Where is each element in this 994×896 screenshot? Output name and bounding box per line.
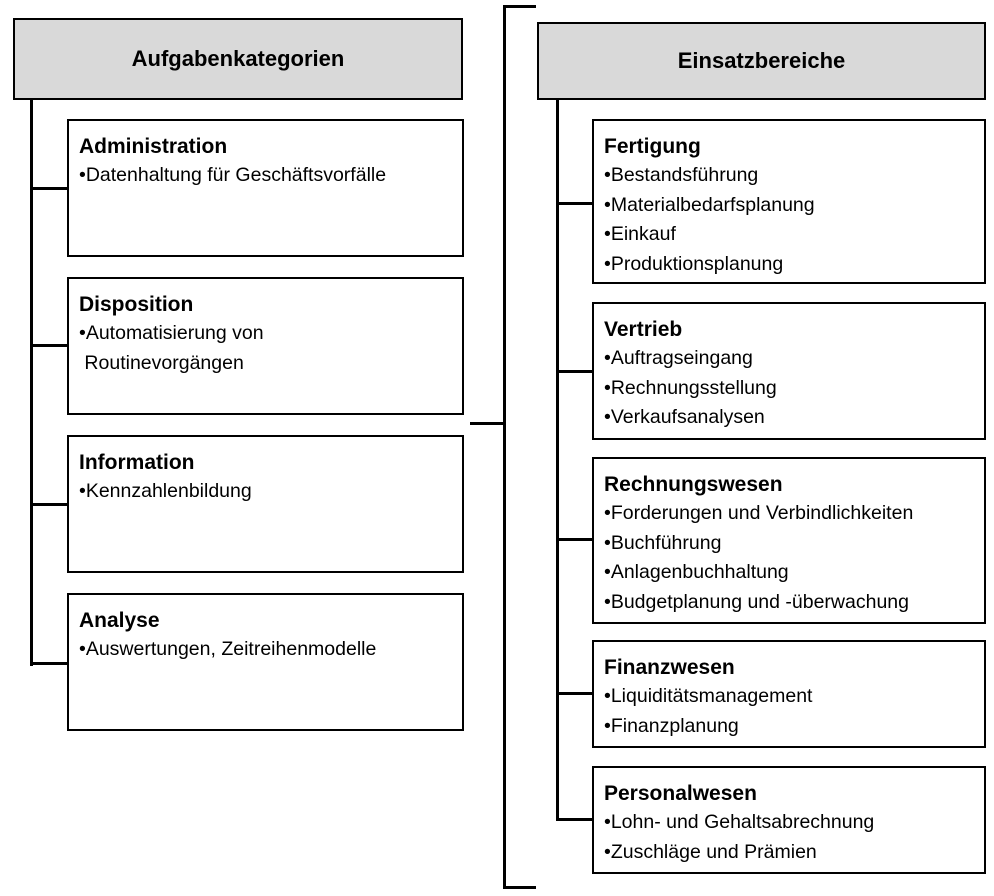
area-item: •Bestandsführung: [604, 164, 759, 186]
aufgabenkategorien-header-label: Aufgabenkategorien: [131, 46, 345, 71]
right-connector-rechnungswesen: [556, 538, 592, 541]
right-tree-trunk: [556, 100, 559, 821]
bracket-vertical: [503, 5, 506, 889]
area-item: •Lohn- und Gehaltsabrechnung: [604, 811, 875, 833]
area-item: •Finanzplanung: [604, 714, 739, 737]
area-title: Personalwesen: [604, 782, 757, 805]
category-title: Analyse: [79, 609, 160, 632]
area-item: •Zuschläge und Prämien: [604, 840, 817, 863]
area-title: Rechnungswesen: [604, 473, 783, 496]
area-item: •Auftragseingang: [604, 347, 753, 369]
bracket-left-link: [470, 422, 506, 425]
left-tree-trunk: [30, 100, 33, 666]
area-title: Finanzwesen: [604, 656, 735, 679]
area-box-personalwesen: [592, 766, 986, 874]
left-connector-administration: [30, 187, 67, 190]
area-item: •Rechnungsstellung: [604, 376, 777, 399]
right-connector-vertrieb: [556, 370, 592, 373]
category-item: •Kennzahlenbildung: [79, 480, 252, 502]
area-box-rechnungswesen: [592, 457, 986, 624]
aufgabenkategorien-header: [13, 18, 463, 100]
einsatzbereiche-header-label: Einsatzbereiche: [677, 48, 846, 73]
area-title: Fertigung: [604, 135, 701, 158]
area-item: •Materialbedarfsplanung: [604, 193, 815, 216]
right-connector-finanzwesen: [556, 692, 592, 695]
left-connector-disposition: [30, 344, 67, 347]
area-item: •Anlagenbuchhaltung: [604, 561, 789, 583]
left-connector-analyse: [30, 662, 67, 665]
area-item: •Produktionsplanung: [604, 252, 784, 275]
area-box-finanzwesen: [592, 640, 986, 748]
area-box-vertrieb: [592, 302, 986, 440]
category-title: Information: [79, 451, 195, 474]
area-item: •Verkaufsanalysen: [604, 406, 765, 428]
category-item: •Datenhaltung für Geschäftsvorfälle: [79, 164, 387, 186]
category-box-information: [67, 435, 464, 573]
area-title: Vertrieb: [604, 318, 683, 341]
left-connector-information: [30, 503, 67, 506]
bracket-top-tick: [503, 5, 536, 8]
area-item: •Forderungen und Verbindlichkeiten: [604, 502, 914, 524]
category-item: •Auswertungen, Zeitreihenmodelle: [79, 638, 377, 660]
einsatzbereiche-header: [537, 22, 986, 100]
category-item: Routinevorgängen: [79, 351, 244, 374]
category-title: Disposition: [79, 293, 194, 316]
area-item: •Einkauf: [604, 223, 676, 245]
area-box-fertigung: [592, 119, 986, 284]
category-box-analyse: [67, 593, 464, 731]
right-connector-fertigung: [556, 202, 592, 205]
area-item: •Buchführung: [604, 531, 722, 554]
area-item: •Liquiditätsmanagement: [604, 685, 813, 707]
right-connector-personalwesen: [556, 818, 592, 821]
area-item: •Budgetplanung und -überwachung: [604, 590, 909, 613]
bracket-bottom-tick: [503, 886, 536, 889]
category-title: Administration: [79, 135, 228, 158]
category-box-disposition: [67, 277, 464, 415]
category-box-administration: [67, 119, 464, 257]
category-item: •Automatisierung von: [79, 322, 264, 344]
